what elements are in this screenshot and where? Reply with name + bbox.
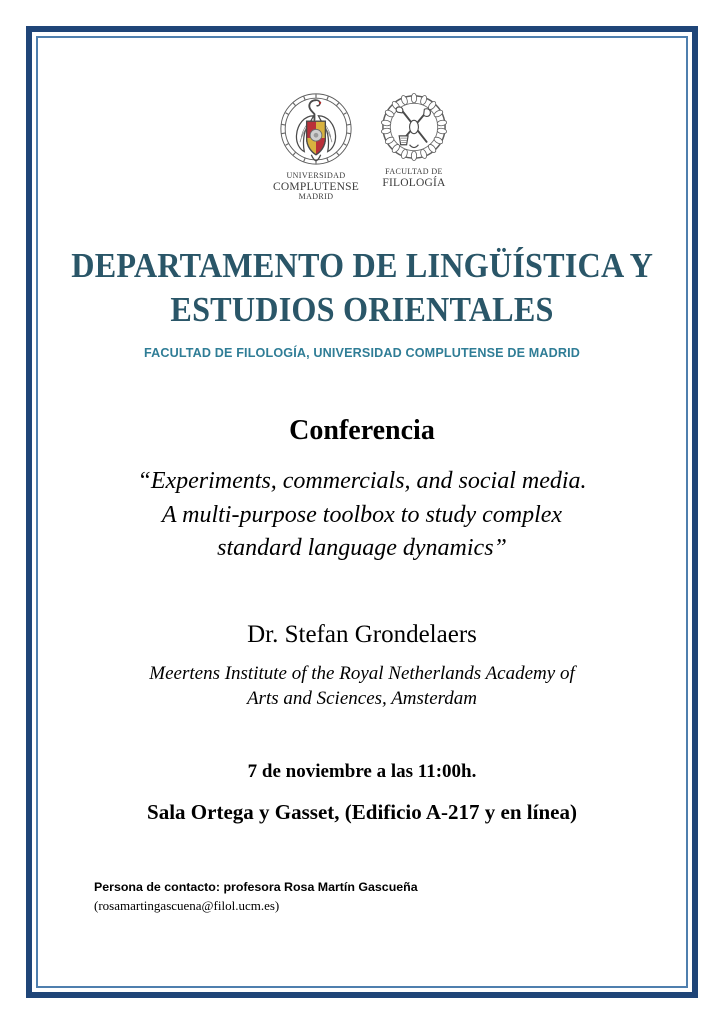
contact-person: Persona de contacto: profesora Rosa Martín Gascueña	[94, 879, 418, 894]
contact-block	[46, 879, 678, 916]
speaker-affiliation-line-1: Meertens Institute of the Royal Netherlands Academy of	[149, 663, 575, 685]
ucm-caption-line-2: COMPLUTENSE	[273, 180, 359, 193]
ucm-caption-line-1: UNIVERSIDAD	[286, 171, 346, 180]
logo-filologia	[377, 90, 451, 189]
talk-title-line-1: “Experiments, commercials, and social media.	[137, 468, 587, 495]
talk-title	[46, 465, 678, 566]
filologia-logo-caption	[382, 168, 445, 189]
department-title	[71, 244, 652, 334]
ucm-seal-icon	[277, 90, 355, 168]
logo-row	[46, 90, 678, 202]
department-title-line-1: DEPARTAMENTO DE LINGÜÍSTICA Y	[71, 245, 654, 285]
contact-email: (rosamartingascuena@filol.ucm.es)	[94, 897, 280, 913]
filologia-emblem-icon	[377, 90, 451, 164]
talk-title-line-3: standard language dynamics”	[217, 535, 507, 562]
ucm-logo-caption	[273, 172, 359, 202]
logo-ucm	[273, 90, 359, 202]
filologia-caption-line-2: FILOLOGÍA	[382, 176, 446, 189]
speaker-affiliation	[46, 661, 678, 712]
event-datetime: 7 de noviembre a las 11:00h.	[247, 760, 477, 782]
department-subtitle: FACULTAD DE FILOLOGÍA, UNIVERSIDAD COMPLUTENSE DE MADRID	[143, 346, 581, 361]
poster-content	[46, 46, 678, 978]
department-title-line-2: ESTUDIOS ORIENTALES	[170, 290, 554, 330]
ucm-caption-line-3: MADRID	[298, 192, 334, 202]
speaker-name: Dr. Stefan Grondelaers	[247, 621, 477, 649]
speaker-affiliation-line-2: Arts and Sciences, Amsterdam	[246, 688, 478, 710]
talk-title-line-2: A multi-purpose toolbox to study complex	[161, 501, 563, 528]
event-venue: Sala Ortega y Gasset, (Edificio A-217 y en línea)	[147, 799, 577, 824]
event-kind-label: Conferencia	[289, 415, 435, 447]
filologia-caption-line-1: FACULTAD DE	[385, 167, 443, 176]
